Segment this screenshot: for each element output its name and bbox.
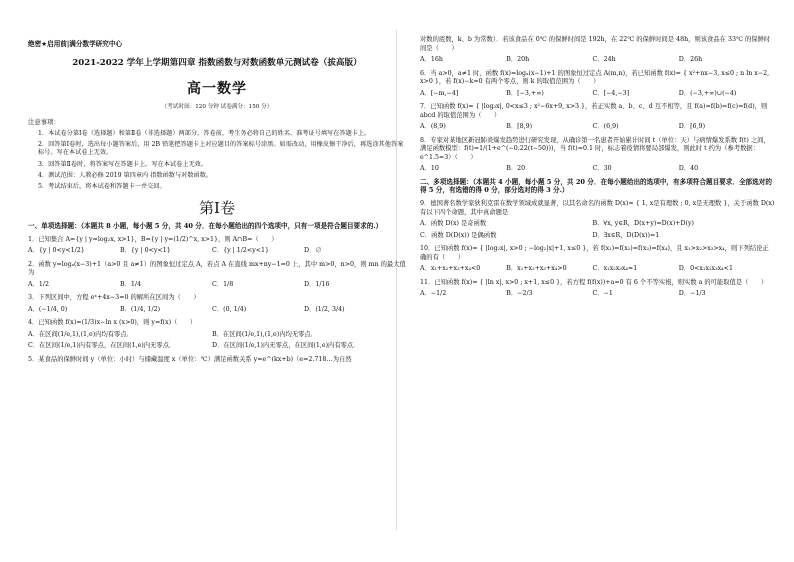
option-c: C．在区间(1/e,1)内有零点，在区间(1,e)内无零点． bbox=[28, 342, 176, 350]
option-c: C．30 bbox=[592, 165, 612, 172]
volume-heading: 第Ⅰ卷 bbox=[199, 198, 235, 217]
question-8: 8．专家对某地区新冠肺炎爆发趋势进行研究发现，从确诊第一名患者开始累计时间 t（单位：天）与病情爆发系数 f(t) 之间，满足函数模型：f(t)=1/(1+e^(−0.22(t−50)))，当 f(t)=0.1 时，标志着疫情将要局部爆发，则此时 t 约为（参考数据：e^1.5≈3）（ ） bbox=[420, 136, 770, 161]
note-item: 2．回答第Ⅰ卷时，选出每小题答案后，用 2B 铅笔把答题卡上对应题目的答案标号涂黑。如需改动，用橡皮擦干净后，再选涂其他答案标号。写在本试卷上无效。 bbox=[38, 141, 404, 157]
exam-info: （考试时间：120 分钟 试卷满分：150 分） bbox=[161, 104, 273, 111]
option-b: B．∀x, y∈R，D(x+y)=D(x)+D(y) bbox=[592, 220, 694, 228]
question-7-options bbox=[420, 123, 775, 132]
option-d: D．1/16 bbox=[304, 280, 330, 288]
option-a: A．16h bbox=[420, 56, 443, 63]
option-d: D．26h bbox=[678, 56, 703, 63]
option-b: B．20 bbox=[506, 165, 526, 172]
section-heading: 一、单项选择题：（本题共 8 小题，每小题 5 分，共 40 分．在每小题给出的四个选项中，只有一项是符合题目要求的.） bbox=[28, 222, 383, 231]
question-7: 7．已知函数 f(x)= { |log₃x|, 0<x≤3 ; x²−6x+9, x>3 }，若正实数 a、b、c、d 互不相等，且 f(a)=f(b)=f(c)=f(d)，则 abcd 的取值范围为（ ） bbox=[420, 103, 768, 119]
section-heading: 二、多项选择题：（本题共 4 小题，每小题 5 分，共 20 分．在每小题给出的选项中，有多项符合题目要求．全部选对的得 5 分，有选错的得 0 分，部分选对的得 3 分.） bbox=[420, 177, 772, 195]
option-c: C．[−4,−3] bbox=[592, 89, 630, 97]
option-d: D．0<x₁x₂x₃x₄<1 bbox=[678, 265, 733, 273]
option-d: D．(1/2, 3/4) bbox=[304, 305, 345, 313]
question-3-options bbox=[28, 306, 406, 315]
question-6-options bbox=[420, 90, 775, 99]
option-d: D．−1/3 bbox=[678, 290, 706, 298]
question-5-continued: 对数的底数，k、b 为常数）．若该食品在 0℃ 的保鲜时间是 192h，在 22℃ 的保鲜时间是 48h，则该食品在 33℃ 的保鲜时间是（ ） bbox=[420, 36, 771, 52]
exam-title: 2021-2022 学年上学期第四章 指数函数与对数函数单元测试卷（拔高版） bbox=[72, 58, 362, 68]
option-a: A．10 bbox=[420, 165, 439, 172]
option-d: D．在区间(1/e,1)内无零点，在区间(1,e)内有零点． bbox=[212, 342, 360, 350]
option-b: B．−2/3 bbox=[506, 290, 533, 298]
option-a: A．[−m,−4] bbox=[420, 89, 459, 97]
option-c: C．24h bbox=[592, 56, 616, 63]
question-10-options bbox=[420, 265, 775, 274]
option-a: A．在区间(1/e,1),(1,e)内均有零点． bbox=[28, 330, 133, 338]
option-b: B．(1/4, 1/2) bbox=[120, 305, 161, 313]
option-b: B．{y | 0<y<1} bbox=[120, 247, 171, 255]
option-c: C．−1 bbox=[592, 290, 613, 298]
option-a: A．(8,9) bbox=[420, 123, 446, 130]
option-c: C．(6,9) bbox=[592, 123, 619, 130]
option-b: B．[8,9) bbox=[506, 123, 533, 130]
right-column bbox=[420, 36, 775, 299]
question-9-options-cd bbox=[420, 232, 775, 241]
left-column bbox=[28, 32, 406, 364]
option-d: D．40 bbox=[678, 165, 699, 172]
question-3: 3．下列区间中，方程 eˣ+4x−3=0 的解所在区间为（ ） bbox=[28, 294, 200, 302]
question-9-options-ab bbox=[420, 220, 775, 229]
option-d: D．(−3,+∞)∪(−4) bbox=[678, 89, 737, 97]
question-1: 1．已知集合 A={y | y=log₂x, x>1}，B={y | y=(1/2)^x, x>1}，则 A∩B=（ ） bbox=[28, 235, 278, 243]
option-b: B．x₁+x₂+x₃+x₄>0 bbox=[506, 265, 567, 273]
option-a: A．(−1/4, 0) bbox=[28, 305, 68, 313]
option-c: C．1/8 bbox=[212, 280, 234, 288]
question-5-options bbox=[420, 56, 775, 65]
note-item: 4．测试范围：人教必修 2019 第四章内 指数函数与对数函数。 bbox=[38, 172, 213, 180]
option-b: B．在区间(1/e,1),(1,e)内均无零点． bbox=[212, 330, 318, 338]
option-a: A．{y | 0<y<1/2} bbox=[28, 247, 85, 255]
note-item: 5．考试结束后，将本试卷和答题卡一并交回。 bbox=[38, 183, 166, 191]
question-4-options-ab bbox=[28, 331, 406, 340]
question-6: 6．当 a>0，a≠1 时，函数 f(x)=logₐ(x−1)+1 的图象恒过定点 A(m,n)，若已知函数 f(x)= { x²+nx−3, x≤0 ; n ln x−2, x>0 }，若 f(x)−k=0 有两个零点，则 k 的取值范围为（ ） bbox=[420, 69, 770, 85]
option-c: C．x₁x₂x₃x₄=1 bbox=[592, 265, 638, 273]
option-b: B．1/4 bbox=[120, 280, 142, 288]
option-d: D．∅ bbox=[304, 247, 322, 255]
option-a: A．1/2 bbox=[28, 280, 49, 288]
subject-heading: 高一数学 bbox=[187, 80, 247, 97]
question-2: 2．函数 y=logₐ(x−3)+1（a>0 且 a≠1）的图象恒过定点 A，若点 A 在直线 mx+ny−1=0 上，其中 m>0，n>0，则 mn 的最大值为 bbox=[28, 260, 406, 277]
option-a: A．函数 D(x) 是奇函数 bbox=[420, 220, 487, 228]
option-d: D．[6,9) bbox=[678, 123, 706, 130]
question-5: 5．某食品的保鲜时间 y（单位：小时）与储藏温度 x（单位：℃）满足函数关系 y=e^(kx+b)（e=2.718…为自然 bbox=[28, 355, 352, 363]
question-11-options bbox=[420, 290, 775, 299]
option-c: C．{y | 1/2<y<1} bbox=[212, 247, 270, 255]
secret-label: 绝密★启用前|满分数学研究中心 bbox=[28, 40, 123, 48]
option-d: D．∃x∈R，D(D(x))=1 bbox=[592, 231, 660, 239]
question-4-options-cd bbox=[28, 342, 406, 351]
question-9: 9．德国著名数学家狄利克雷在数学领域成就显著，以其名命名的函数 D(x)= { 1, x是有理数 ; 0, x是无理数 }，关于函数 D(x) 有以下四个命题，其中真命题是 bbox=[420, 200, 775, 216]
question-8-options bbox=[420, 165, 775, 174]
question-4: 4．已知函数 f(x)=(1/3)x−ln x (x>0)，则 y=f(x)（ ） bbox=[28, 319, 197, 327]
note-item: 1．本试卷分第Ⅰ卷（选择题）和第Ⅱ卷（非选择题）两部分。答卷前，考生务必将自己的姓名、准考证号填写在答题卡上。 bbox=[38, 129, 371, 137]
question-1-options bbox=[28, 247, 406, 256]
option-b: B．20h bbox=[506, 56, 530, 63]
question-11: 11．已知函数 f(x)= { |ln x|, x>0 ; x+1, x≤0 }，若方程 f(f(x))+a=0 有 6 个不等实根，则实数 a 的可能取值是（ ） bbox=[420, 278, 768, 286]
notes-heading: 注意事项： bbox=[28, 118, 60, 127]
option-a: A．x₁+x₂+x₃+x₄<0 bbox=[420, 265, 481, 273]
option-a: A．−1/2 bbox=[420, 290, 447, 298]
note-item: 3．回答第Ⅱ卷时，将答案写在答题卡上。写在本试卷上无效。 bbox=[38, 160, 208, 168]
option-b: B．[−3,+∞) bbox=[506, 89, 544, 97]
option-c: C．函数 D(D(x)) 是偶函数 bbox=[420, 231, 497, 239]
question-2-options bbox=[28, 281, 406, 290]
option-c: C．(0, 1/4) bbox=[212, 305, 247, 313]
question-10: 10．已知函数 f(x)= { |log₂x|, x>0 ; −log₂|x|+1, x≤0 }，若 f(x₁)=f(x₂)=f(x₃)=f(x₄)，且 x₁>x₂>x₃>x₄，则下列结论正确的有（ ） bbox=[420, 245, 769, 261]
